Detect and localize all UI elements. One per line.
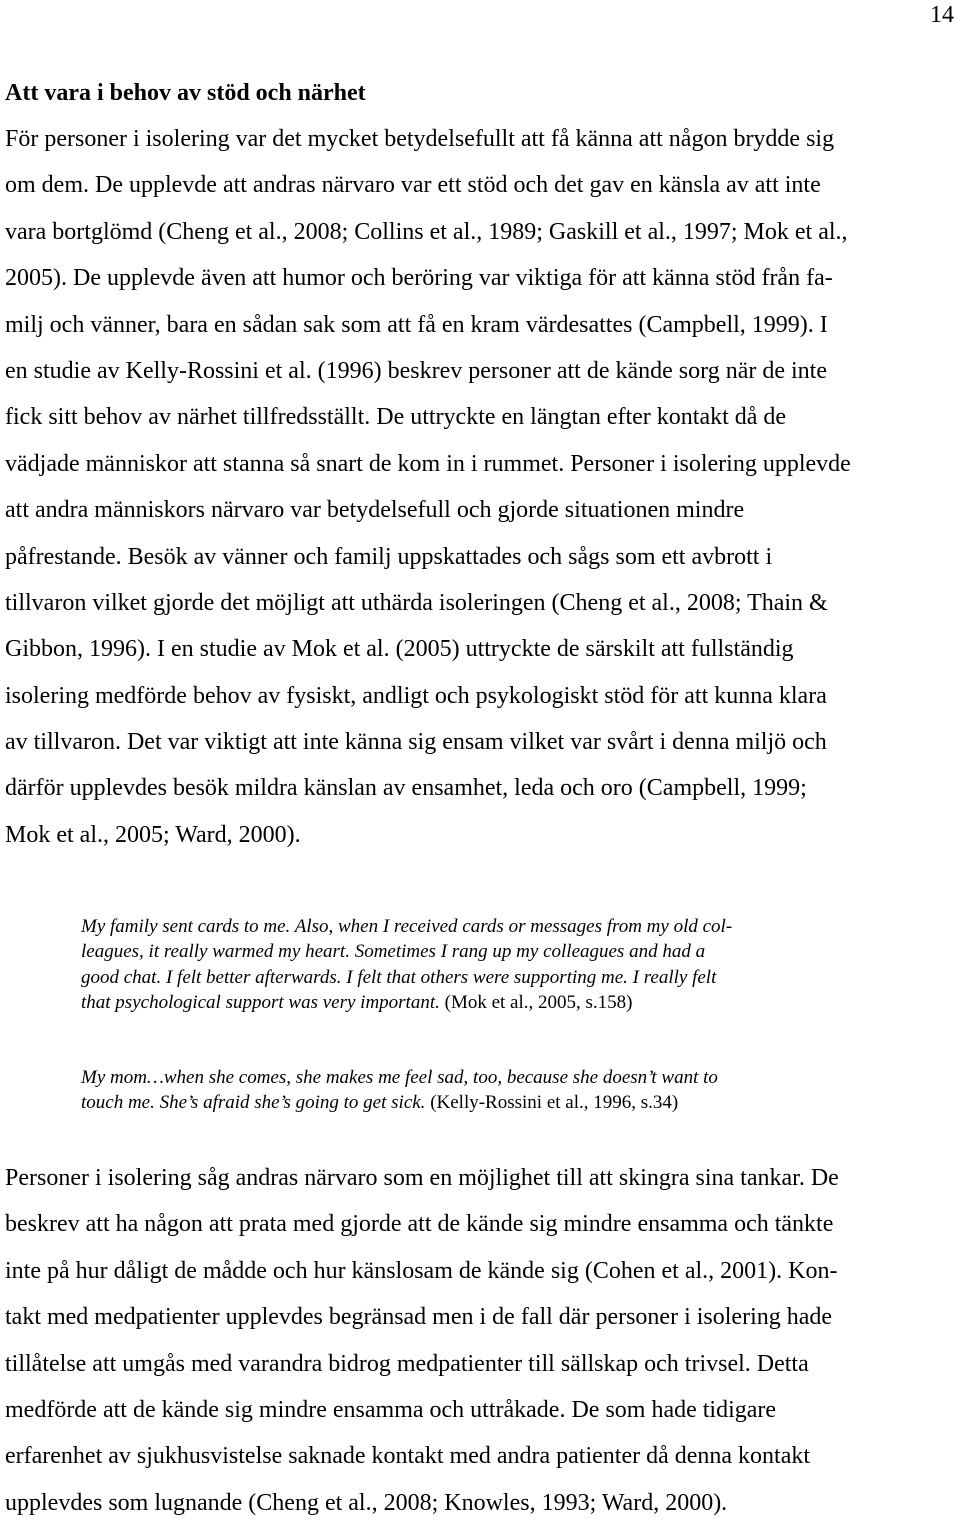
quote-citation: (Kelly-Rossini et al., 1996, s.34)	[425, 1092, 679, 1114]
paragraph-line: beskrev att ha någon att prata med gjorde att de kände sig mindre ensamma och tänkte	[5, 1211, 834, 1238]
paragraph-line: vara bortglömd (Cheng et al., 2008; Collins et al., 1989; Gaskill et al., 1997; Mok et al.,	[5, 218, 848, 245]
quote-line: that psychological support was very important.	[81, 991, 440, 1013]
paragraph-line: Personer i isolering såg andras närvaro som en möjlighet till att skingra sina tankar. De	[5, 1165, 839, 1191]
paragraph-line: milj och vänner, bara en sådan sak som att få en kram värdesattes (Campbell, 1999). I	[5, 311, 828, 338]
paragraph-line: tillvaron vilket gjorde det möjligt att uthärda isoleringen (Cheng et al., 2008; Thain &	[5, 589, 828, 616]
paragraph-line: takt med medpatienter upplevdes begränsad men i de fall där personer i isolering hade	[5, 1304, 833, 1331]
quote-line: My family sent cards to me. Also, when I received cards or messages from my old col-	[81, 916, 733, 937]
body-paragraph-1	[5, 116, 851, 858]
paragraph-line: inte på hur dåligt de mådde och hur känslosam de kände sig (Cohen et al., 2001). Kon-	[5, 1257, 838, 1284]
quote-line: touch me. She’s afraid she’s going to get sick.	[81, 1092, 426, 1114]
paragraph-line: vädjade människor att stanna så snart de kom in i rummet. Personer i isolering upplevde	[5, 450, 851, 477]
paragraph-line: medförde att de kände sig mindre ensamma och uttråkade. De som hade tidigare	[5, 1396, 777, 1423]
paragraph-line: erfarenhet av sjukhusvistelse saknade kontakt med andra patienter då denna kontakt	[5, 1443, 811, 1470]
page-number: 14	[930, 2, 954, 28]
quote-line: good chat. I felt better afterwards. I felt that others were supporting me. I really felt	[81, 966, 717, 988]
paragraph-line: tillåtelse att umgås med varandra bidrog medpatienter till sällskap och trivsel. Detta	[5, 1350, 809, 1377]
paragraph-line: Gibbon, 1996). I en studie av Mok et al. (2005) uttryckte de särskilt att fullständig	[5, 636, 794, 663]
block-quote-1	[81, 914, 732, 1015]
paragraph-line: därför upplevdes besök mildra känslan av ensamhet, leda och oro (Campbell, 1999;	[5, 775, 807, 802]
paragraph-line: För personer i isolering var det mycket betydelsefullt att få känna att någon brydde sig	[5, 126, 835, 152]
paragraph-line: av tillvaron. Det var viktigt att inte känna sig ensam vilket var svårt i denna miljö och	[5, 729, 827, 756]
paragraph-line: att andra människors närvaro var betydelsefull och gjorde situationen mindre	[5, 497, 745, 524]
quote-line: leagues, it really warmed my heart. Sometimes I rang up my colleagues and had a	[81, 941, 706, 963]
block-quote-2	[81, 1065, 718, 1116]
paragraph-line: Mok et al., 2005; Ward, 2000).	[5, 821, 301, 848]
paragraph-line: upplevdes som lugnande (Cheng et al., 2008; Knowles, 1993; Ward, 2000).	[5, 1489, 728, 1516]
paragraph-line: isolering medförde behov av fysiskt, andligt och psykologiskt stöd för att kunna klara	[5, 682, 827, 709]
quote-line: My mom…when she comes, she makes me feel sad, too, because she doesn’t want to	[81, 1067, 718, 1088]
section-heading: Att vara i behov av stöd och närhet	[5, 80, 366, 106]
paragraph-line: en studie av Kelly-Rossini et al. (1996) beskrev personer att de kände sorg när de inte	[5, 357, 827, 384]
paragraph-line: fick sitt behov av närhet tillfredsställt. De uttryckte en längtan efter kontakt då de	[5, 404, 787, 431]
paragraph-line: påfrestande. Besök av vänner och familj uppskattades och sågs som ett avbrott i	[5, 543, 773, 570]
quote-citation: (Mok et al., 2005, s.158)	[439, 991, 633, 1013]
paragraph-line: 2005). De upplevde även att humor och beröring var viktiga för att känna stöd från fa-	[5, 265, 833, 292]
paragraph-line: om dem. De upplevde att andras närvaro var ett stöd och det gav en känsla av att inte	[5, 172, 821, 199]
body-paragraph-2	[5, 1155, 839, 1526]
